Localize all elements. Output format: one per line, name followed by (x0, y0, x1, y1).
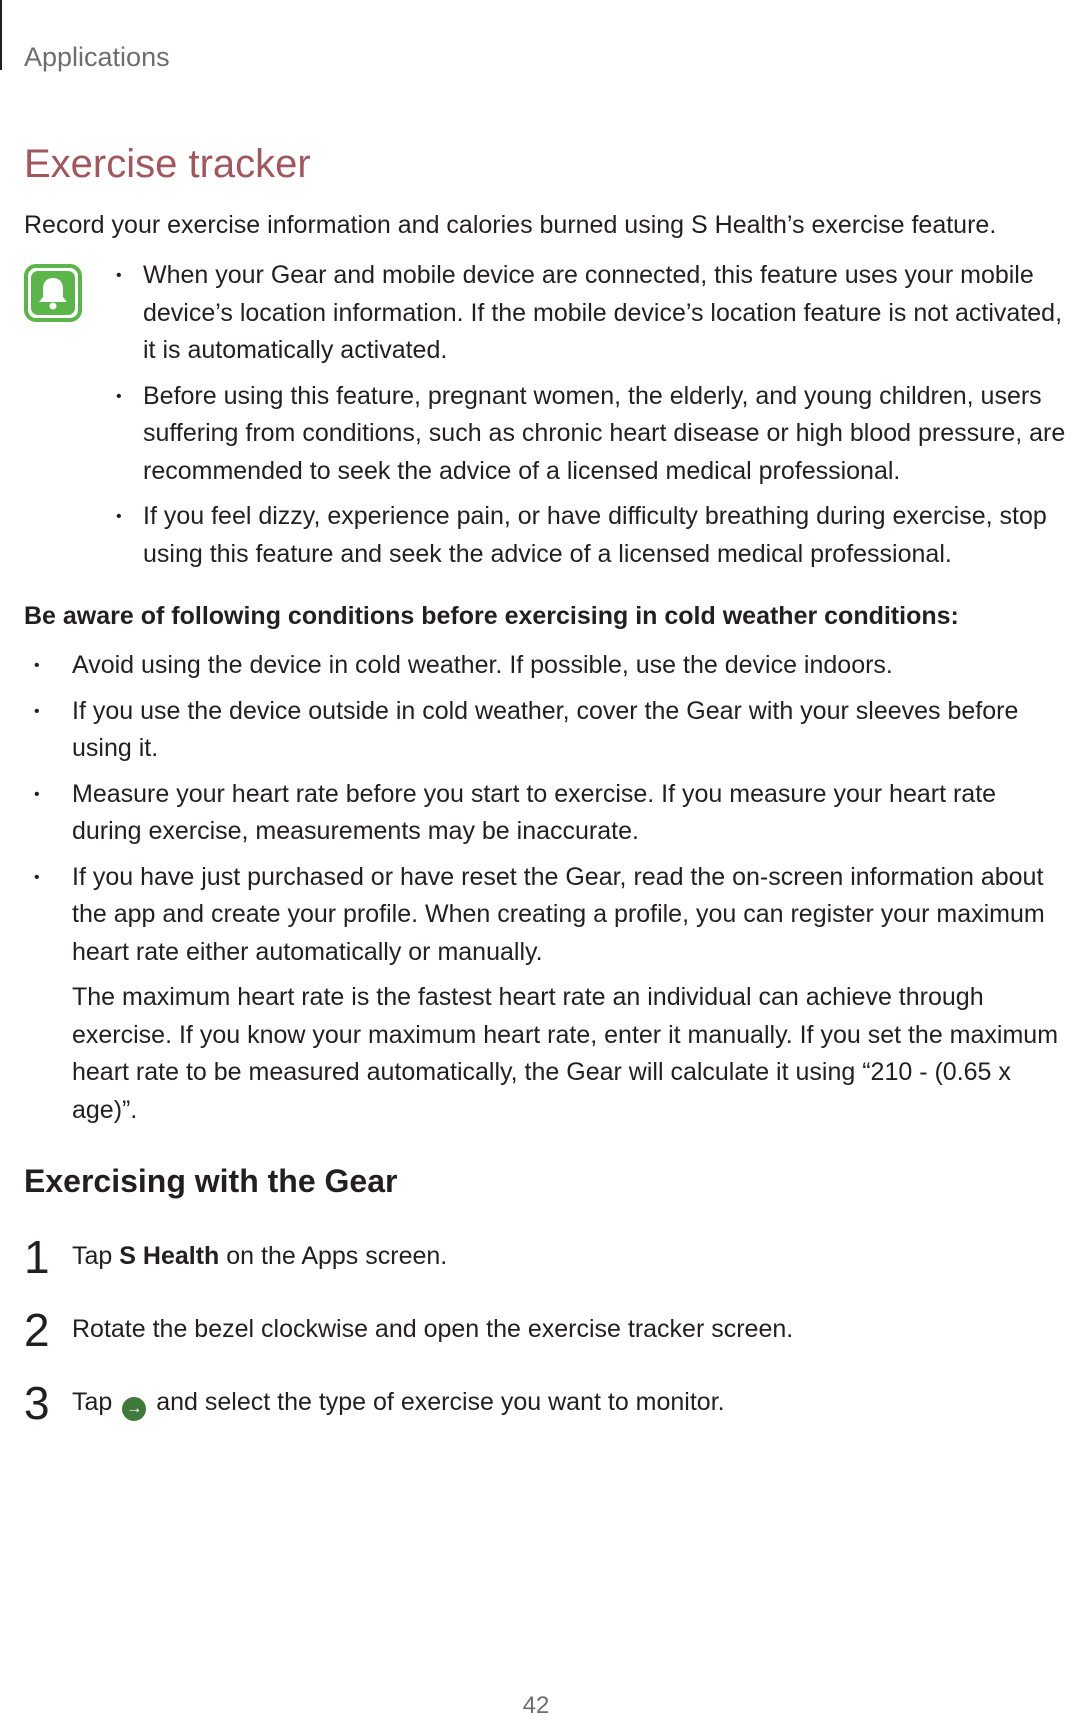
notice-item: • When your Gear and mobile device are connected, this feature uses your mobile device’s location information. If the mobile device’s location feature is not activated, it is automatically activated. (112, 257, 1072, 370)
cold-weather-list (24, 647, 1072, 1137)
s-health-label: S Health (119, 1242, 220, 1270)
cold-weather-heading: Be aware of following conditions before exercising in cold weather conditions: (24, 602, 959, 630)
step-number: 3 (24, 1377, 50, 1429)
step-text-prefix: Tap (72, 1388, 113, 1416)
cold-weather-item: • If you use the device outside in cold weather, cover the Gear with your sleeves before using it. (24, 693, 1072, 768)
cold-weather-item (24, 859, 1072, 1130)
cold-weather-item-text: If you have just purchased or have reset the Gear, read the on-screen information about the app and create your profile. When creating a profile, you can register your maximum heart rate either automatically or manually. (72, 862, 1045, 966)
page-number: 42 (522, 1692, 550, 1719)
header-rule (0, 0, 2, 70)
notice-item: • If you feel dizzy, experience pain, or have difficulty breathing during exercise, stop using this feature and seek the advice of a licensed medical professional. (112, 498, 1072, 573)
step-1 (24, 1232, 1064, 1282)
step-text-suffix: on the Apps screen. (219, 1242, 448, 1270)
step-3 (24, 1378, 1064, 1428)
section-title: Exercise tracker (24, 142, 311, 186)
notice-item: • Before using this feature, pregnant women, the elderly, and young children, users suffering from conditions, such as chronic heart disease or high blood pressure, are recommended to seek the advice of a licensed medical professional. (112, 378, 1072, 491)
bell-notice-icon (24, 264, 82, 322)
cold-weather-item: • Measure your heart rate before you start to exercise. If you measure your heart rate during exercise, measurements may be inaccurate. (24, 776, 1072, 851)
step-2 (24, 1305, 1064, 1355)
step-number: 1 (24, 1231, 50, 1283)
step-text: Rotate the bezel clockwise and open the exercise tracker screen. (72, 1315, 794, 1343)
step-number: 2 (24, 1304, 50, 1356)
go-arrow-icon: → (122, 1397, 146, 1421)
exercising-heading: Exercising with the Gear (24, 1163, 398, 1199)
intro-paragraph: Record your exercise information and calories burned using S Health’s exercise feature. (24, 211, 997, 239)
notice-list (112, 257, 1072, 581)
step-text-suffix: and select the type of exercise you want to monitor. (156, 1388, 725, 1416)
step-text (72, 1384, 725, 1421)
max-heart-rate-paragraph: The maximum heart rate is the fastest heart rate an individual can achieve through exercise. If you know your maximum heart rate, enter it manually. If you set the maximum heart rate to be measured automatically, the Gear will calculate it using “210 - (0.65 x age)”. (72, 983, 1059, 1124)
step-text-prefix: Tap (72, 1242, 120, 1270)
cold-weather-item: • Avoid using the device in cold weather. If possible, use the device indoors. (24, 647, 1072, 685)
running-head: Applications (24, 42, 170, 72)
step-text (72, 1238, 447, 1275)
